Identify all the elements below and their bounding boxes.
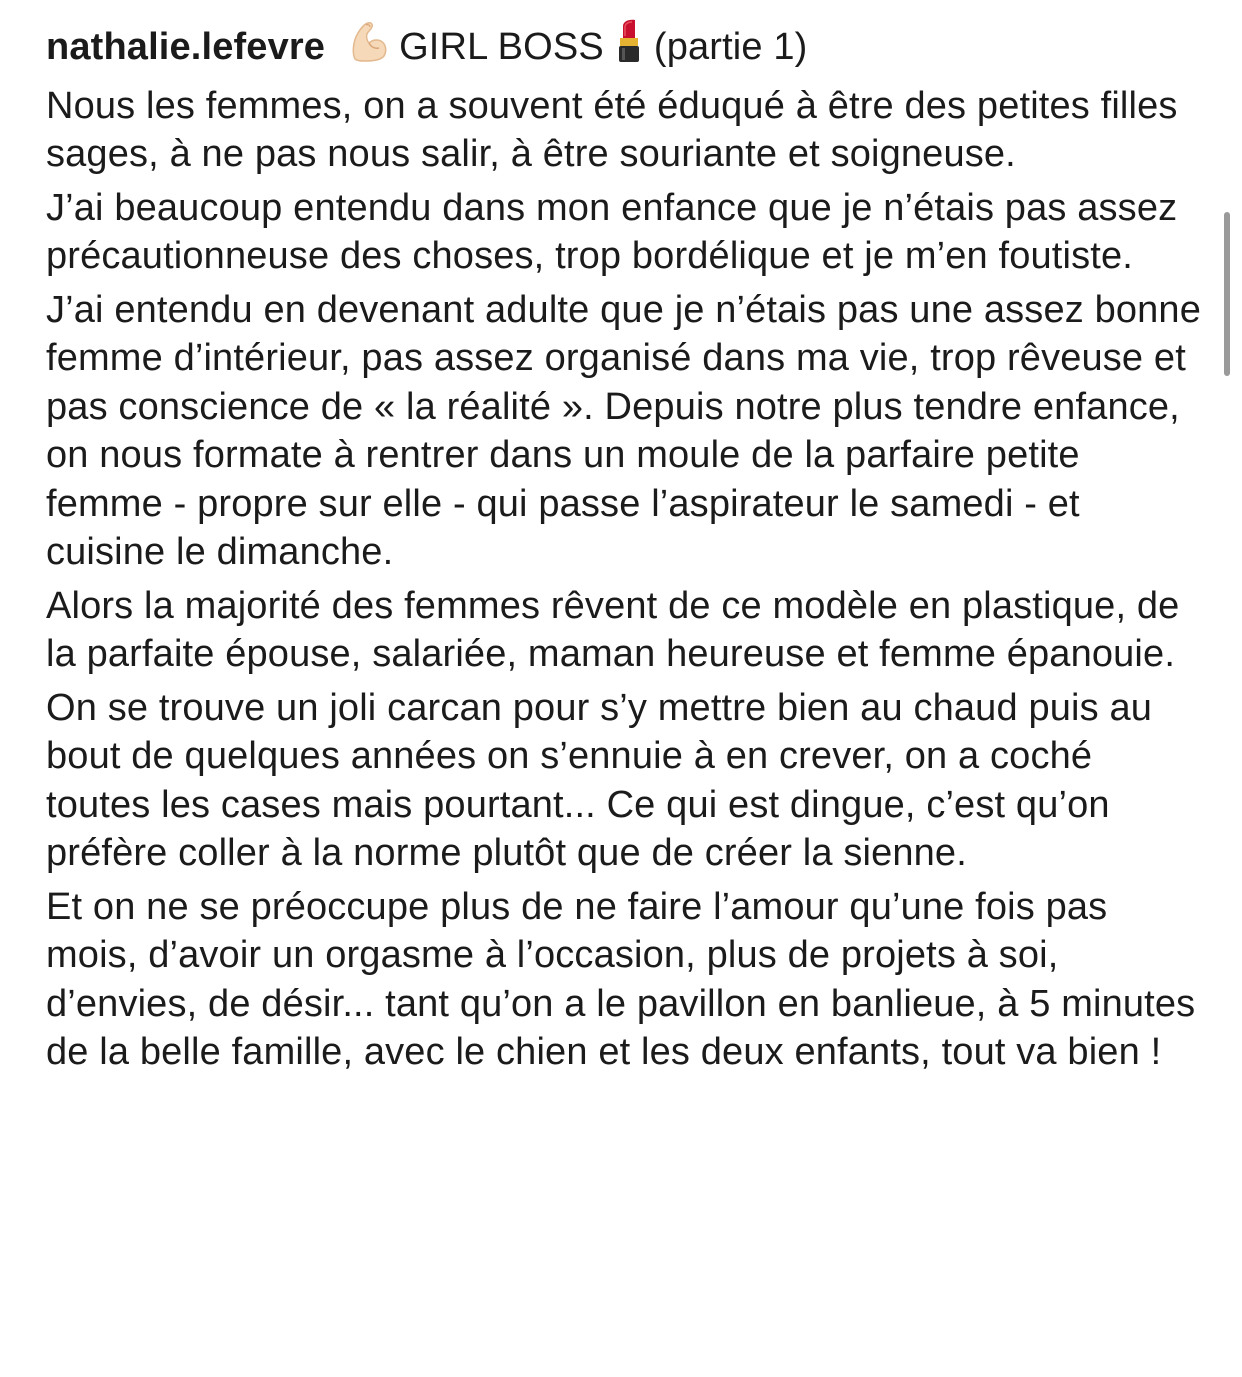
post-title: GIRL BOSS xyxy=(399,26,604,68)
scrollbar[interactable] xyxy=(1224,212,1230,376)
post-title-suffix: (partie 1) xyxy=(653,26,808,68)
lipstick-icon xyxy=(614,18,644,77)
caption-paragraph-3: J’ai entendu en devenant adulte que je n’étais pas une assez bonne femme d’intérieur, pas assez organisé dans ma vie, trop rêveuse et pas conscience de « la réalité ». Depuis notre plus tendre enfance, on nous formate à rentrer dans un moule de la parfaire petite femme - propre sur elle - qui passe l’aspirateur le samedi - et cuisine le dimanche. xyxy=(46,288,1202,573)
caption-paragraph-5: On se trouve un joli carcan pour s’y mettre bien au chaud puis au bout de quelques années on s’ennuie à en crever, on a coché toutes les cases mais pourtant... Ce qui est dingue, c’est qu’on préfère coller à la norme plutôt que de créer la sienne. xyxy=(46,686,1153,874)
caption-paragraph-1: Nous les femmes, on a souvent été éduqué à être des petites filles sages, à ne pas nous salir, à être souriante et soigneuse. xyxy=(46,84,1178,175)
caption-paragraph-6: Et on ne se préoccupe plus de ne faire l’amour qu’une fois pas mois, d’avoir un orgasme à l’occasion, plus de projets à soi, d’envies, de désir... tant qu’on a le pavillon en banlieue, à 5 minutes de la belle famille, avec le chien et les deux enfants, tout va bien ! xyxy=(46,885,1196,1073)
caption-paragraph-4: Alors la majorité des femmes rêvent de ce modèle en plastique, de la parfaite épouse, salariée, maman heureuse et femme épanouie. xyxy=(46,584,1180,675)
flexed-biceps-icon xyxy=(349,19,389,76)
caption-header xyxy=(46,18,1206,77)
caption-paragraph-2: J’ai beaucoup entendu dans mon enfance que je n’étais pas assez précautionneuse des choses, trop bordélique et je m’en foutiste. xyxy=(46,186,1178,277)
post-caption xyxy=(46,18,1206,1082)
username-link[interactable]: nathalie.lefevre xyxy=(46,26,326,68)
